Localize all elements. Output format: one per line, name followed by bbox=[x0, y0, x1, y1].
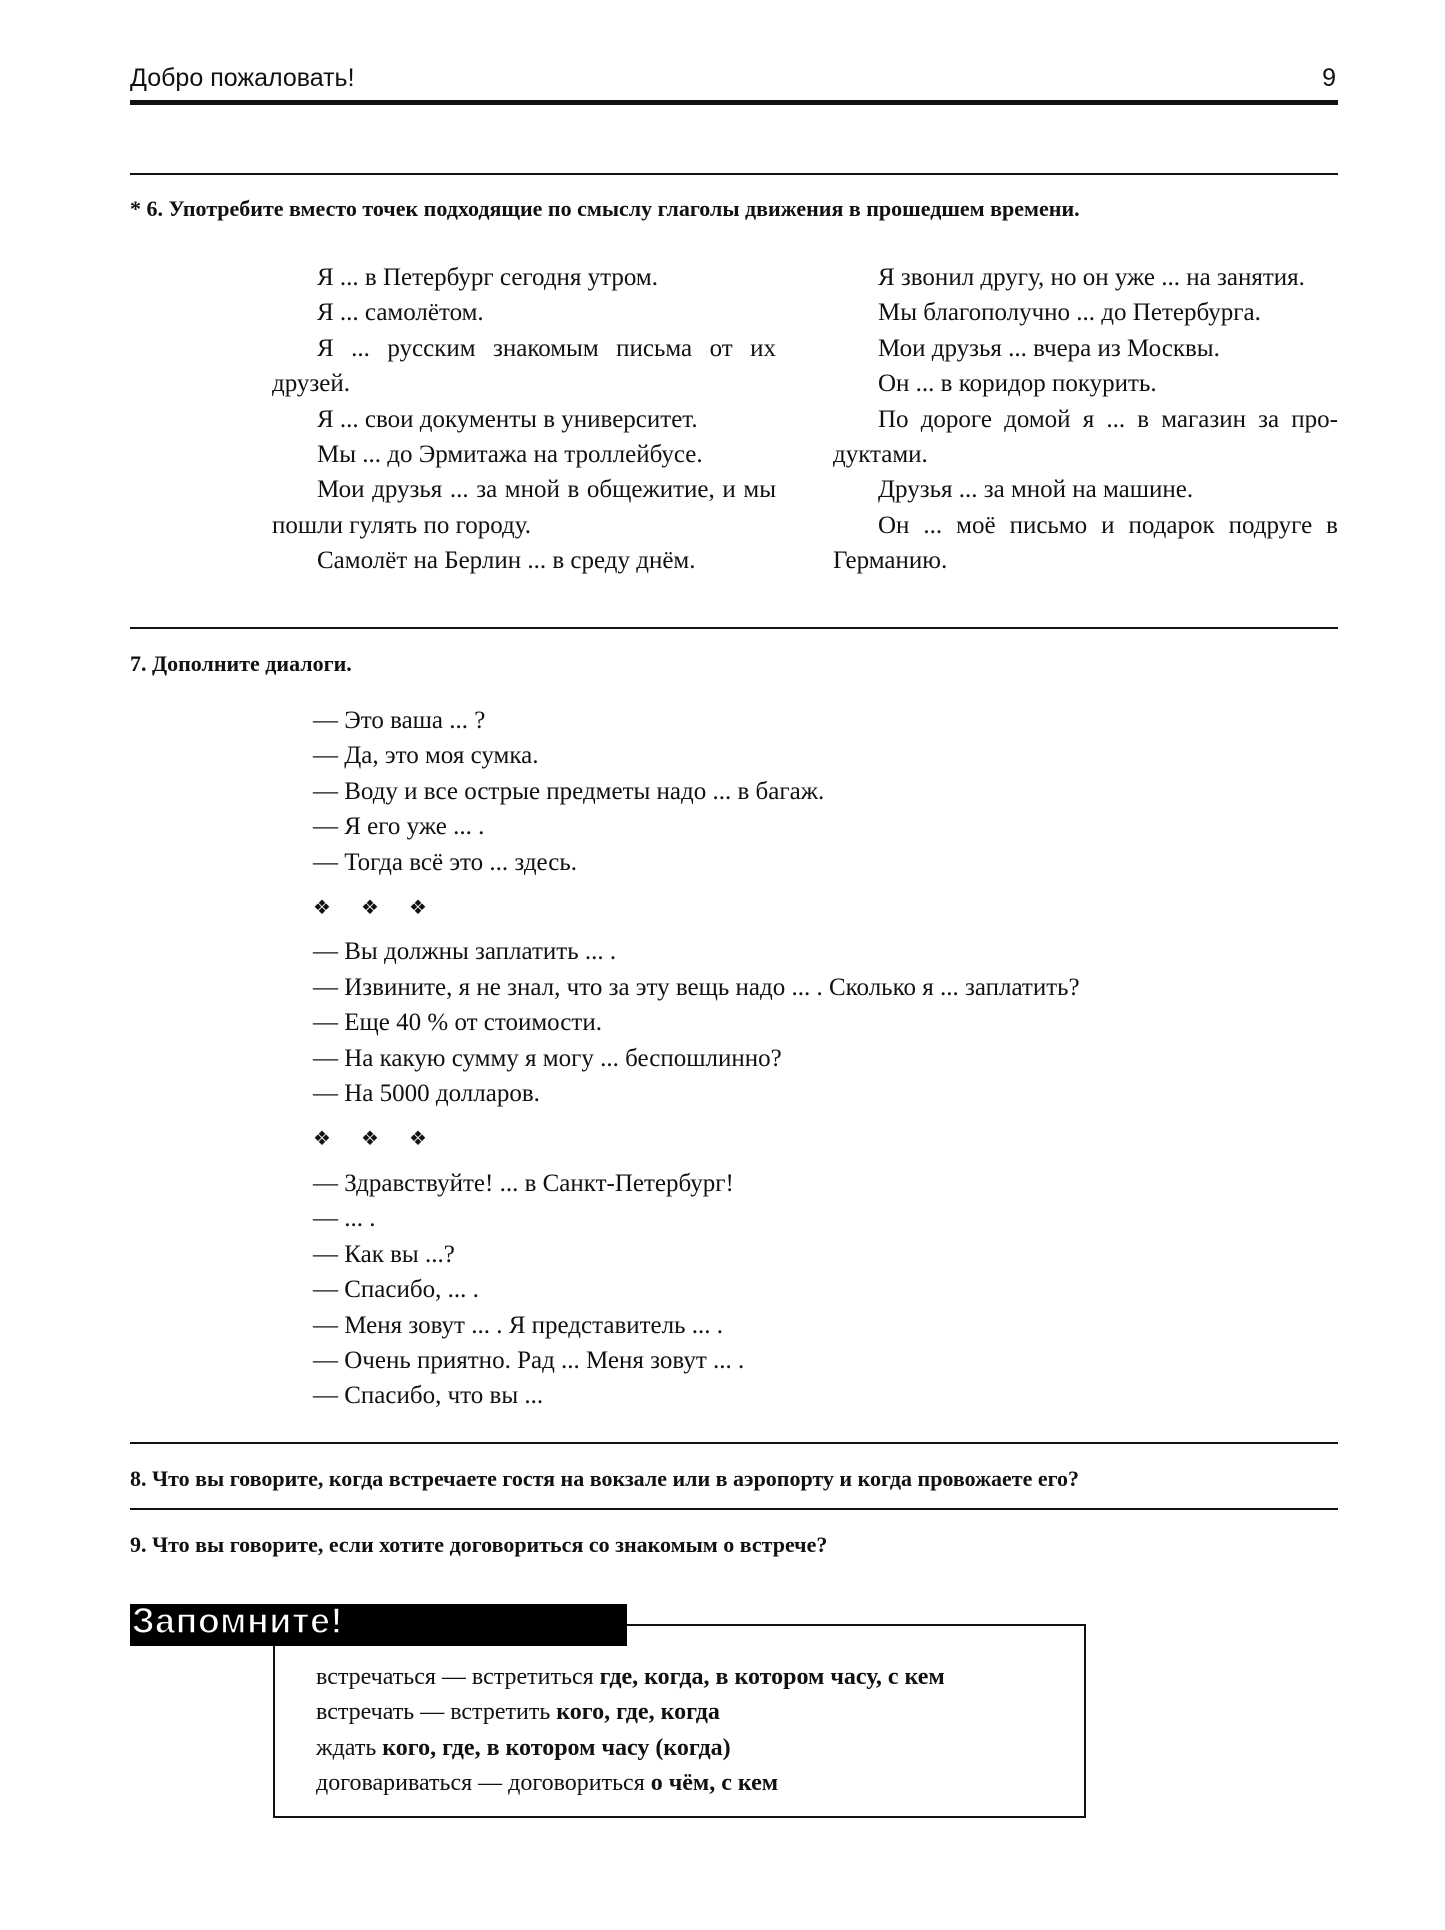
task-6-left-column bbox=[272, 260, 776, 579]
task-7-dialogs bbox=[313, 703, 1313, 1414]
dialog-line: — ... . bbox=[313, 1205, 376, 1233]
dialog-line: — Тогда всё это ... здесь. bbox=[313, 848, 578, 876]
dialog-line: — Спасибо, что вы ... bbox=[313, 1382, 544, 1410]
diamond-ornament-icon: ❖ bbox=[313, 897, 331, 920]
exercise-sentence: Он ... моё письмо и подарок подруге в Германию. bbox=[833, 511, 1338, 575]
exercise-sentence: Мои друзья ... вчера из Москвы. bbox=[878, 334, 1220, 362]
diamond-ornament-icon: ❖ bbox=[361, 897, 379, 920]
dialog-line: — Я его уже ... . bbox=[313, 813, 485, 841]
diamond-ornament-icon: ❖ bbox=[409, 897, 427, 920]
header-rule bbox=[130, 100, 1338, 105]
remember-title: Запомните! bbox=[132, 1600, 343, 1641]
exercise-sentence: Я ... самолётом. bbox=[317, 299, 484, 327]
dialog-line: — Извините, я не знал, что за эту вещь надо ... . Сколько я ... заплатить? bbox=[313, 973, 1080, 1001]
section-divider bbox=[130, 173, 1338, 175]
exercise-sentence: Мы ... до Эрмитажа на троллейбусе. bbox=[317, 441, 703, 469]
exercise-sentence: Мои друзья ... за мной в общежитие, и мы пошли гулять по городу. bbox=[272, 476, 776, 539]
exercise-sentence: Мы благополучно ... до Петербурга. bbox=[878, 299, 1261, 327]
diamond-ornament-icon: ❖ bbox=[409, 1128, 427, 1151]
task-6-title: * 6. Употребите вместо точек подходящие по смыслу глаголы движения в прошедшем времени. bbox=[130, 196, 1080, 221]
dialog-line: — Меня зовут ... . Я представитель ... . bbox=[313, 1311, 724, 1339]
dialog-line: — Вы должны заплатить ... . bbox=[313, 938, 617, 966]
task-7-title: 7. Дополните диалоги. bbox=[130, 651, 352, 676]
dialog-line: — Как вы ...? bbox=[313, 1240, 455, 1268]
dialog-line: — Это ваша ... ? bbox=[313, 707, 486, 734]
dialog-line: — Очень приятно. Рад ... Меня зовут ... . bbox=[313, 1346, 745, 1374]
grammar-rule-line: ждать кого, где, в котором часу (когда) bbox=[316, 1734, 731, 1761]
chapter-title: Добро пожаловать! bbox=[130, 64, 355, 92]
task-6-right-column bbox=[833, 260, 1338, 579]
dialog-line: — Спасибо, ... . bbox=[313, 1276, 479, 1304]
exercise-sentence: Он ... в коридор покурить. bbox=[878, 370, 1157, 398]
exercise-sentence: Я ... русским знакомым письма от их друзей. bbox=[272, 334, 776, 398]
dialog-line: — Еще 40 % от стоимости. bbox=[313, 1009, 602, 1037]
diamond-ornament-icon: ❖ bbox=[361, 1128, 379, 1151]
dialog-separator bbox=[313, 1122, 1313, 1157]
diamond-ornament-icon: ❖ bbox=[313, 1128, 331, 1151]
grammar-rule-line: договариваться — договориться о чём, с кем bbox=[316, 1769, 779, 1796]
dialog-line: — На 5000 долларов. bbox=[313, 1080, 540, 1108]
dialog-line: — Воду и все острые предметы надо ... в багаж. bbox=[313, 777, 825, 805]
section-divider bbox=[130, 627, 1338, 629]
dialog-line: — Да, это моя сумка. bbox=[313, 742, 539, 770]
exercise-sentence: Самолёт на Берлин ... в среду днём. bbox=[317, 547, 696, 575]
dialog-line: — На какую сумму я могу ... беспошлинно? bbox=[313, 1044, 782, 1072]
running-header bbox=[130, 64, 1336, 93]
section-divider bbox=[130, 1442, 1338, 1444]
section-divider bbox=[130, 1508, 1338, 1510]
dialog-line: — Здравствуйте! ... в Санкт-Петербург! bbox=[313, 1169, 734, 1197]
task-9-title: 9. Что вы говорите, если хотите договориться со знакомым о встрече? bbox=[130, 1532, 828, 1557]
remember-box-body bbox=[316, 1660, 945, 1801]
exercise-sentence: По дороге домой я ... в магазин за про-дуктами. bbox=[833, 405, 1338, 469]
task-8-title: 8. Что вы говорите, когда встречаете гостя на вокзале или в аэропорту и когда провожаете его? bbox=[130, 1466, 1080, 1491]
exercise-sentence: Друзья ... за мной на машине. bbox=[878, 476, 1194, 504]
exercise-sentence: Я звонил другу, но он уже ... на занятия. bbox=[878, 264, 1305, 291]
exercise-sentence: Я ... свои документы в университет. bbox=[317, 405, 698, 433]
grammar-rule-line: встречаться — встретиться где, когда, в котором часу, с кем bbox=[316, 1664, 945, 1690]
dialog-separator bbox=[313, 891, 1313, 926]
exercise-sentence: Я ... в Петербург сегодня утром. bbox=[317, 264, 659, 291]
grammar-rule-line: встречать — встретить кого, где, когда bbox=[316, 1699, 720, 1726]
page-number: 9 bbox=[1322, 64, 1336, 92]
